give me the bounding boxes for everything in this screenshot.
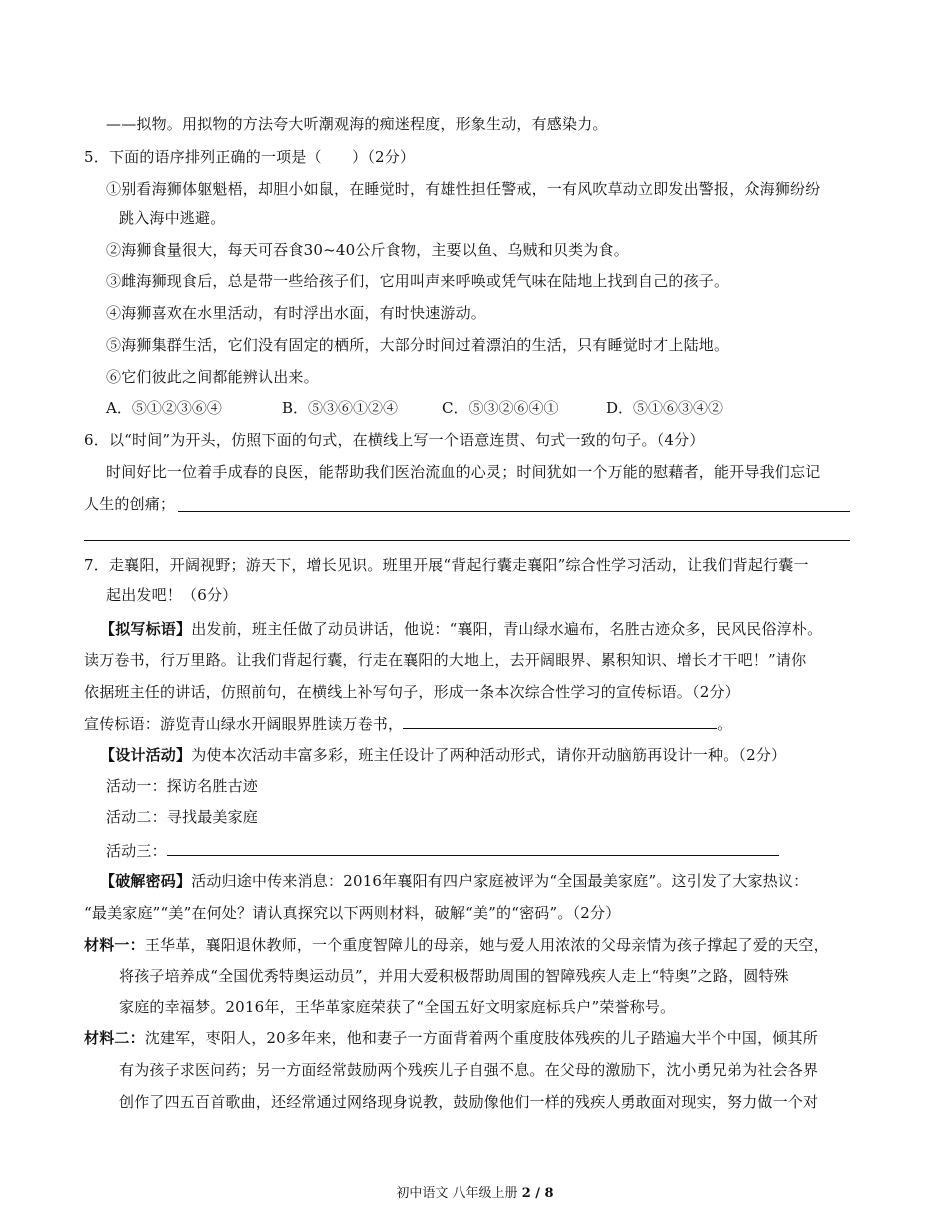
- slogan-text-1: 出发前，班主任做了动员讲话，他说：“襄阳，青山绿水遍布，名胜古迹众多，民风民俗淳朴。: [191, 620, 823, 638]
- material-2-line-2: 有为孩子求医问药；另一方面经常鼓励两个残疾儿子自强不息。在父母的激励下，沈小勇兄弟为社会各界: [119, 1061, 819, 1079]
- crack-heading: 【破解密码】: [100, 872, 192, 890]
- material-2-line-3: 创作了四五百首歌曲，还经常通过网络现身说教，鼓励像他们一样的残疾人勇敢面对现实，努力做一个对: [119, 1093, 819, 1111]
- q6-stem: 6．以“时间”为开头，仿照下面的句式，在横线上写一个语意连贯、句式一致的句子。（4分）: [84, 431, 705, 449]
- footer-text: 初中语文 八年级上册: [396, 1186, 522, 1201]
- q7-slogan-line-2: 读万卷书，行万里路。让我们背起行囊，行走在襄阳的大地上，去开阔眼界、累积知识、增长才干吧！”请你: [84, 651, 807, 669]
- material-2-label: 材料二：: [84, 1029, 145, 1047]
- slogan-answer-prefix: 宣传标语：游览青山绿水开阔眼界胜读万卷书，: [84, 715, 404, 733]
- design-text: 为使本次活动丰富多彩，班主任设计了两种活动形式，请你开动脑筋再设计一种。（2分）: [191, 746, 787, 764]
- q7-stem-1: 7．走襄阳，开阔视野；游天下，增长见识。班里开展“背起行囊走襄阳”综合性学习活动，让我们背起行囊一: [84, 556, 809, 574]
- q7-crack-line-1: [100, 871, 808, 891]
- q5-option-a: A．⑤①②③⑥④: [106, 399, 222, 417]
- q7-stem-2: 起出发吧！（6分）: [106, 586, 238, 604]
- q5-item-5: ⑤海狮集群生活，它们没有固定的栖所，大部分时间过着漂泊的生活，只有睡觉时才上陆地。: [106, 336, 730, 354]
- material-1-line-1: [84, 935, 829, 955]
- q5-item-1: ①别看海狮体躯魁梧，却胆小如鼠，在睡觉时，有雄性担任警戒，一有风吹草动立即发出警报，众海狮纷纷: [106, 180, 821, 198]
- q5-option-b: B．⑤③⑥①②④: [282, 399, 399, 417]
- activity-3: [106, 840, 779, 861]
- material-1-text-1: 王华革，襄阳退休教师，一个重度智障儿的母亲，她与爱人用浓浓的父母亲情为孩子撑起了爱的天空，: [144, 936, 829, 954]
- activity-3-blank: [167, 840, 779, 856]
- material-1-line-3: 家庭的幸福梦。2016年，王华革家庭荣获了“全国五好文明家庭标兵户”荣誉称号。: [119, 998, 676, 1016]
- q7-slogan-line-1: [100, 619, 822, 639]
- slogan-answer-blank: [403, 713, 717, 729]
- page-footer: [0, 1186, 950, 1202]
- material-1-line-2: 将孩子培养成“全国优秀特奥运动员”，并用大爱积极帮助周围的智障残疾人走上“特奥”之路，圆特殊: [119, 967, 789, 985]
- q6-line-2: 人生的创痛；: [84, 495, 176, 513]
- q7-slogan-line-3: 依据班主任的讲话，仿照前句，在横线上补写句子，形成一条本次综合性学习的宣传标语。（2分）: [84, 683, 740, 701]
- q5-option-c: C．⑤③②⑥④①: [442, 399, 559, 417]
- q5-stem: 5．下面的语序排列正确的一项是（ ）（2分）: [84, 148, 416, 166]
- top-note: ——拟物。用拟物的方法夸大听潮观海的痴迷程度，形象生动，有感染力。: [106, 115, 608, 133]
- slogan-answer-suffix: 。: [717, 715, 733, 733]
- q6-line-1: 时间好比一位着手成春的良医，能帮助我们医治流血的心灵；时间犹如一个万能的慰藉者，能开导我们忘记: [106, 463, 821, 481]
- material-2-text-1: 沈建军，枣阳人，20多年来，他和妻子一方面背着两个重度肢体残疾的儿子踏遍大半个中国，倾其所: [144, 1029, 818, 1047]
- crack-text-1: 活动归途中传来消息：2016年襄阳有四户家庭被评为“全国最美家庭”。这引发了大家热议：: [191, 872, 809, 890]
- q5-item-3: ③雌海狮现食后，总是带一些给孩子们，它用叫声来呼唤或凭气味在陆地上找到自己的孩子。: [106, 272, 730, 290]
- q6-answer-blank-1: [178, 511, 850, 512]
- q6-answer-blank-2: [84, 540, 850, 541]
- slogan-heading: 【拟写标语】: [100, 620, 192, 638]
- activity-2: 活动二：寻找最美家庭: [106, 808, 259, 826]
- q5-item-4: ④海狮喜欢在水里活动，有时浮出水面，有时快速游动。: [106, 304, 487, 322]
- activity-3-label: 活动三：: [106, 842, 167, 860]
- q5-option-d: D．⑤①⑥③④②: [606, 399, 724, 417]
- material-2-line-1: [84, 1028, 818, 1048]
- activity-1: 活动一：探访名胜古迹: [106, 777, 259, 795]
- design-heading: 【设计活动】: [100, 746, 192, 764]
- material-1-label: 材料一：: [84, 936, 145, 954]
- q5-item-6: ⑥它们彼此之间都能辨认出来。: [106, 368, 319, 386]
- q7-slogan-answer: [84, 713, 732, 734]
- page-number: 2 / 8: [521, 1186, 554, 1201]
- q5-item-1-cont: 跳入海中逃避。: [119, 209, 226, 227]
- q7-design-line: [100, 745, 786, 765]
- q5-item-2: ②海狮食量很大，每天可吞食30~40公斤食物，主要以鱼、乌贼和贝类为食。: [106, 241, 629, 259]
- q7-crack-line-2: “最美家庭”“美”在何处？请认真探究以下两则材料，破解“美”的“密码”。（2分）: [84, 904, 621, 922]
